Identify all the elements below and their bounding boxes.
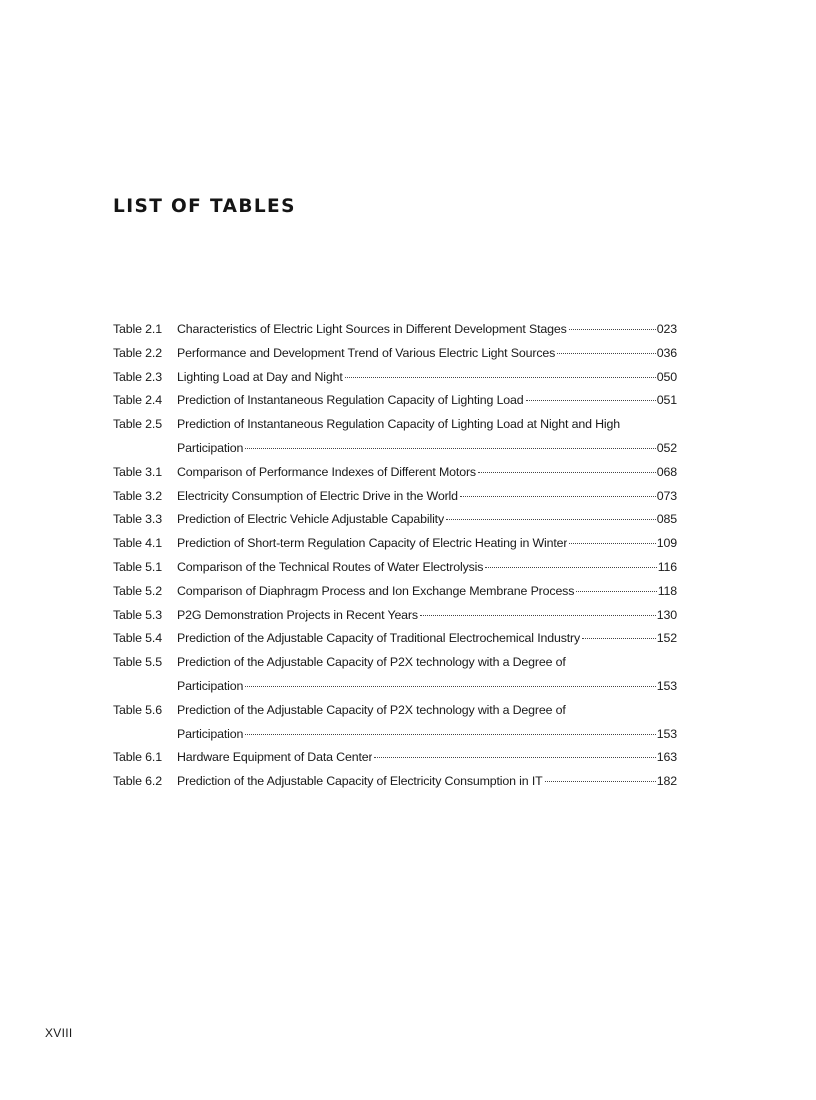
table-title: Prediction of Instantaneous Regulation Capacity of Lighting Load — [177, 393, 524, 408]
page-ref: 118 — [657, 583, 677, 598]
dot-leader — [576, 591, 656, 592]
table-title: Prediction of the Adjustable Capacity of P2X technology with a Degree of — [177, 655, 566, 670]
toc-entry[interactable] — [113, 746, 677, 770]
table-label: Table 2.5 — [113, 417, 162, 432]
page-ref: 116 — [657, 559, 677, 574]
table-label: Table 3.1 — [113, 464, 162, 479]
page-ref: 130 — [656, 607, 677, 622]
page-title: LIST OF TABLES — [113, 196, 296, 217]
table-title: Prediction of the Adjustable Capacity of Traditional Electrochemical Industry — [177, 631, 581, 646]
page-ref: 085 — [656, 512, 677, 527]
dot-leader — [245, 734, 656, 735]
toc-entry[interactable] — [113, 366, 677, 390]
table-title: Comparison of the Technical Routes of Water Electrolysis — [177, 559, 484, 574]
table-label: Table 5.2 — [113, 583, 162, 598]
dot-leader — [545, 781, 656, 782]
page-ref: 109 — [656, 536, 677, 551]
toc-entry[interactable] — [113, 770, 677, 794]
toc-entry[interactable] — [113, 627, 677, 651]
page-ref: 153 — [656, 678, 677, 693]
page-ref: 068 — [656, 464, 677, 479]
table-label: Table 6.2 — [113, 774, 162, 789]
dot-leader — [420, 615, 656, 616]
table-title-continuation: Participation — [177, 726, 244, 741]
table-label: Table 6.1 — [113, 750, 162, 765]
dot-leader — [245, 686, 656, 687]
page-ref: 163 — [656, 750, 677, 765]
table-title-continuation: Participation — [177, 678, 244, 693]
table-title: Performance and Development Trend of Various Electric Light Sources — [177, 345, 556, 360]
page-number: XVIII — [45, 1026, 73, 1040]
dot-leader — [485, 567, 656, 568]
page-ref: 182 — [656, 774, 677, 789]
table-title: Prediction of Instantaneous Regulation Capacity of Lighting Load at Night and High — [177, 417, 621, 432]
dot-leader — [245, 448, 656, 449]
table-label: Table 2.4 — [113, 393, 162, 408]
table-title: Prediction of Electric Vehicle Adjustable Capability — [177, 512, 445, 527]
table-label: Table 2.3 — [113, 369, 162, 384]
page-ref: 036 — [656, 345, 677, 360]
table-label: Table 2.2 — [113, 345, 162, 360]
dot-leader — [374, 757, 655, 758]
table-title: Comparison of Performance Indexes of Different Motors — [177, 464, 476, 479]
toc-entry[interactable] — [113, 413, 677, 437]
toc-entry[interactable] — [113, 580, 677, 604]
toc-entry[interactable] — [113, 532, 677, 556]
page-ref: 050 — [656, 369, 677, 384]
table-title: Prediction of the Adjustable Capacity of Electricity Consumption in IT — [177, 774, 543, 789]
table-title: Hardware Equipment of Data Center — [177, 750, 373, 765]
dot-leader — [446, 519, 656, 520]
toc-entry[interactable] — [113, 485, 677, 509]
table-label: Table 5.3 — [113, 607, 162, 622]
toc-entry[interactable] — [113, 651, 677, 675]
table-label: Table 5.4 — [113, 631, 162, 646]
dot-leader — [345, 377, 656, 378]
toc-entry-continuation[interactable] — [113, 675, 677, 699]
page-ref: 073 — [656, 488, 677, 503]
dot-leader — [569, 329, 656, 330]
table-label: Table 5.5 — [113, 655, 162, 670]
dot-leader — [557, 353, 656, 354]
toc-entry-continuation[interactable] — [113, 437, 677, 461]
dot-leader — [582, 638, 656, 639]
table-title: P2G Demonstration Projects in Recent Years — [177, 607, 418, 622]
toc-entry[interactable] — [113, 461, 677, 485]
toc-entry[interactable] — [113, 389, 677, 413]
table-title: Comparison of Diaphragm Process and Ion Exchange Membrane Process — [177, 583, 575, 598]
dot-leader — [526, 400, 656, 401]
dot-leader — [478, 472, 656, 473]
table-title-continuation: Participation — [177, 440, 244, 455]
page-ref: 153 — [656, 726, 677, 741]
dot-leader — [569, 543, 655, 544]
table-of-contents-list — [113, 318, 677, 794]
table-title: Electricity Consumption of Electric Drive in the World — [177, 488, 458, 503]
table-title: Prediction of Short-term Regulation Capacity of Electric Heating in Winter — [177, 536, 568, 551]
page-ref: 051 — [656, 393, 677, 408]
table-title: Lighting Load at Day and Night — [177, 369, 343, 384]
page-ref: 152 — [656, 631, 677, 646]
table-title: Characteristics of Electric Light Sources in Different Development Stages — [177, 322, 567, 336]
table-label: Table 2.1 — [113, 322, 162, 336]
table-label: Table 5.6 — [113, 702, 162, 717]
toc-entry[interactable] — [113, 699, 677, 723]
toc-entry[interactable] — [113, 604, 677, 628]
table-label: Table 4.1 — [113, 536, 162, 551]
toc-entry[interactable] — [113, 342, 677, 366]
toc-entry[interactable] — [113, 508, 677, 532]
page-ref: 052 — [656, 440, 677, 455]
table-label: Table 3.2 — [113, 488, 162, 503]
toc-entry-continuation[interactable] — [113, 723, 677, 747]
table-label: Table 3.3 — [113, 512, 162, 527]
table-label: Table 5.1 — [113, 559, 162, 574]
table-title: Prediction of the Adjustable Capacity of P2X technology with a Degree of — [177, 702, 566, 717]
toc-entry[interactable] — [113, 318, 677, 342]
page-ref: 023 — [656, 322, 677, 336]
dot-leader — [460, 496, 656, 497]
toc-entry[interactable] — [113, 556, 677, 580]
